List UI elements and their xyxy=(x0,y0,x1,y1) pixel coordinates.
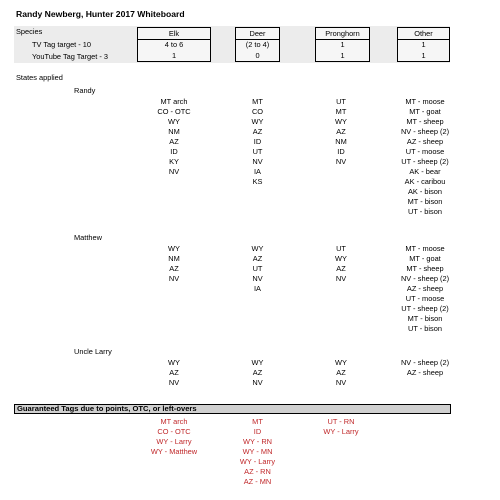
matthew-pronghorn-state: NV xyxy=(335,274,347,283)
randy-pronghorn-state: WY xyxy=(335,117,347,126)
matthew-elk-state: NM xyxy=(168,254,180,263)
matthew-pronghorn-state: AZ xyxy=(336,264,346,273)
larry-other-tag: AZ - sheep xyxy=(406,368,444,377)
guaranteed-elk-tag: MT arch xyxy=(160,417,188,426)
matthew-other-tag: MT - moose xyxy=(405,244,445,253)
randy-other-tag: AK - bison xyxy=(407,187,443,196)
guaranteed-deer-tag: AZ - MN xyxy=(243,477,272,486)
larry-pronghorn-state: AZ xyxy=(336,368,346,377)
matthew-pronghorn-state: UT xyxy=(336,244,346,253)
youtube-tag-target-label: YouTube Tag Target - 3 xyxy=(32,52,109,61)
guaranteed-deer-tag: WY - RN xyxy=(242,437,272,446)
randy-deer-state: AZ xyxy=(252,127,263,136)
larry-pronghorn-state: WY xyxy=(335,358,347,367)
randy-elk-state: ID xyxy=(170,147,178,156)
matthew-deer-state: WY xyxy=(251,244,264,253)
randy-other-tag: AK - bear xyxy=(409,167,441,176)
randy-other-tag: UT - moose xyxy=(405,147,445,156)
tv-tag-target-label: TV Tag target - 10 xyxy=(32,40,92,49)
larry-deer-state: WY xyxy=(251,358,264,367)
guaranteed-pronghorn-list xyxy=(296,417,386,437)
matthew-other-tag: AZ - sheep xyxy=(406,284,444,293)
deer-tv-target: (2 to 4) xyxy=(245,40,270,49)
randy-pronghorn-state: MT xyxy=(335,107,347,116)
randy-elk-state: MT arch xyxy=(160,97,188,106)
randy-other-tag: AZ - sheep xyxy=(406,137,444,146)
guaranteed-pronghorn-tag: UT - RN xyxy=(327,417,355,426)
larry-other-list xyxy=(372,358,478,378)
randy-elk-state: NM xyxy=(168,127,180,136)
other-tv-target: 1 xyxy=(421,40,426,49)
guaranteed-deer-tag: WY - Larry xyxy=(239,457,276,466)
matthew-other-tag: MT - bison xyxy=(407,314,443,323)
guaranteed-deer-tag: AZ - RN xyxy=(244,467,271,476)
larry-deer-list xyxy=(210,358,305,388)
guaranteed-deer-tag: WY - MN xyxy=(242,447,273,456)
randy-pronghorn-state: UT xyxy=(336,97,346,106)
guaranteed-pronghorn-tag: WY - Larry xyxy=(323,427,359,436)
other-column-box xyxy=(397,27,450,62)
randy-deer-list xyxy=(210,97,305,187)
randy-other-tag: UT - sheep (2) xyxy=(401,157,449,166)
deer-youtube-target: 0 xyxy=(255,51,260,60)
page-title: Randy Newberg, Hunter 2017 Whiteboard xyxy=(16,9,185,19)
guaranteed-tags-title: Guaranteed Tags due to points, OTC, or left-overs xyxy=(17,404,197,413)
matthew-elk-state: WY xyxy=(168,244,180,253)
other-column-header: Other xyxy=(414,29,433,38)
randy-deer-state: CO xyxy=(251,107,264,116)
guaranteed-deer-tag: MT xyxy=(252,417,263,426)
elk-column-box xyxy=(137,27,211,62)
larry-elk-state: NV xyxy=(168,378,180,387)
randy-pronghorn-state: NV xyxy=(335,157,347,166)
guaranteed-deer-list xyxy=(210,417,305,487)
randy-other-tag: MT - bison xyxy=(407,197,443,206)
matthew-other-tag: UT - bison xyxy=(408,324,442,333)
randy-deer-state: WY xyxy=(251,117,264,126)
randy-elk-state: WY xyxy=(168,117,180,126)
matthew-pronghorn-state: WY xyxy=(335,254,347,263)
randy-pronghorn-state: AZ xyxy=(336,127,346,136)
deer-column-header: Deer xyxy=(249,29,266,38)
randy-other-tag: MT - goat xyxy=(409,107,441,116)
randy-deer-state: NV xyxy=(252,157,263,166)
larry-elk-list xyxy=(124,358,224,388)
deer-column-box xyxy=(235,27,280,62)
randy-other-list xyxy=(372,97,478,217)
randy-deer-state: KS xyxy=(252,177,263,186)
randy-elk-state: NV xyxy=(168,167,180,176)
randy-elk-list xyxy=(124,97,224,177)
matthew-elk-list xyxy=(124,244,224,284)
elk-youtube-target: 1 xyxy=(171,51,177,60)
larry-elk-state: WY xyxy=(168,358,180,367)
guaranteed-elk-tag: CO - OTC xyxy=(157,427,191,436)
matthew-deer-state: NV xyxy=(252,274,263,283)
randy-other-tag: UT - bison xyxy=(408,207,442,216)
randy-elk-state: KY xyxy=(169,157,179,166)
matthew-other-tag: MT - sheep xyxy=(406,264,444,273)
larry-elk-state: AZ xyxy=(169,368,179,377)
matthew-deer-state: UT xyxy=(252,264,263,273)
matthew-deer-state: IA xyxy=(254,284,261,293)
guaranteed-elk-list xyxy=(124,417,224,457)
pronghorn-column-header: Pronghorn xyxy=(325,29,360,38)
randy-deer-state: UT xyxy=(252,147,263,156)
larry-deer-state: AZ xyxy=(252,368,263,377)
guaranteed-deer-tag: ID xyxy=(253,427,262,436)
randy-elk-state: CO - OTC xyxy=(157,107,191,116)
states-applied-label: States applied xyxy=(16,73,63,82)
larry-pronghorn-state: NV xyxy=(335,378,347,387)
pronghorn-column-box xyxy=(315,27,370,62)
species-header-label: Species xyxy=(16,27,43,36)
matthew-other-list xyxy=(372,244,478,334)
matthew-other-tag: UT - sheep (2) xyxy=(401,304,449,313)
matthew-deer-list xyxy=(210,244,305,294)
pronghorn-youtube-target: 1 xyxy=(340,51,345,60)
matthew-elk-state: AZ xyxy=(169,264,179,273)
randy-other-tag: MT - sheep xyxy=(406,117,444,126)
randy-other-tag: AK - caribou xyxy=(404,177,446,186)
randy-deer-state: IA xyxy=(254,167,261,176)
randy-pronghorn-state: NM xyxy=(335,137,347,146)
larry-other-tag: NV - sheep (2) xyxy=(400,358,450,367)
matthew-other-tag: NV - sheep (2) xyxy=(400,274,450,283)
randy-other-tag: MT - moose xyxy=(405,97,445,106)
hunter-name-uncle-larry: Uncle Larry xyxy=(74,347,112,356)
elk-tv-target: 4 to 6 xyxy=(164,40,184,49)
randy-other-tag: NV - sheep (2) xyxy=(400,127,450,136)
larry-deer-state: NV xyxy=(252,378,263,387)
hunter-name-randy: Randy xyxy=(74,86,96,95)
randy-pronghorn-state: ID xyxy=(337,147,345,156)
randy-deer-state: ID xyxy=(253,137,262,146)
elk-column-header: Elk xyxy=(168,29,180,38)
matthew-deer-state: AZ xyxy=(252,254,263,263)
guaranteed-elk-tag: WY - Matthew xyxy=(150,447,198,456)
matthew-other-tag: MT - goat xyxy=(409,254,441,263)
matthew-other-tag: UT - moose xyxy=(405,294,445,303)
pronghorn-tv-target: 1 xyxy=(340,40,345,49)
guaranteed-elk-tag: WY - Larry xyxy=(156,437,192,446)
other-youtube-target: 1 xyxy=(421,51,426,60)
randy-deer-state: MT xyxy=(252,97,263,106)
randy-elk-state: AZ xyxy=(169,137,179,146)
hunter-name-matthew: Matthew xyxy=(74,233,102,242)
matthew-elk-state: NV xyxy=(168,274,180,283)
